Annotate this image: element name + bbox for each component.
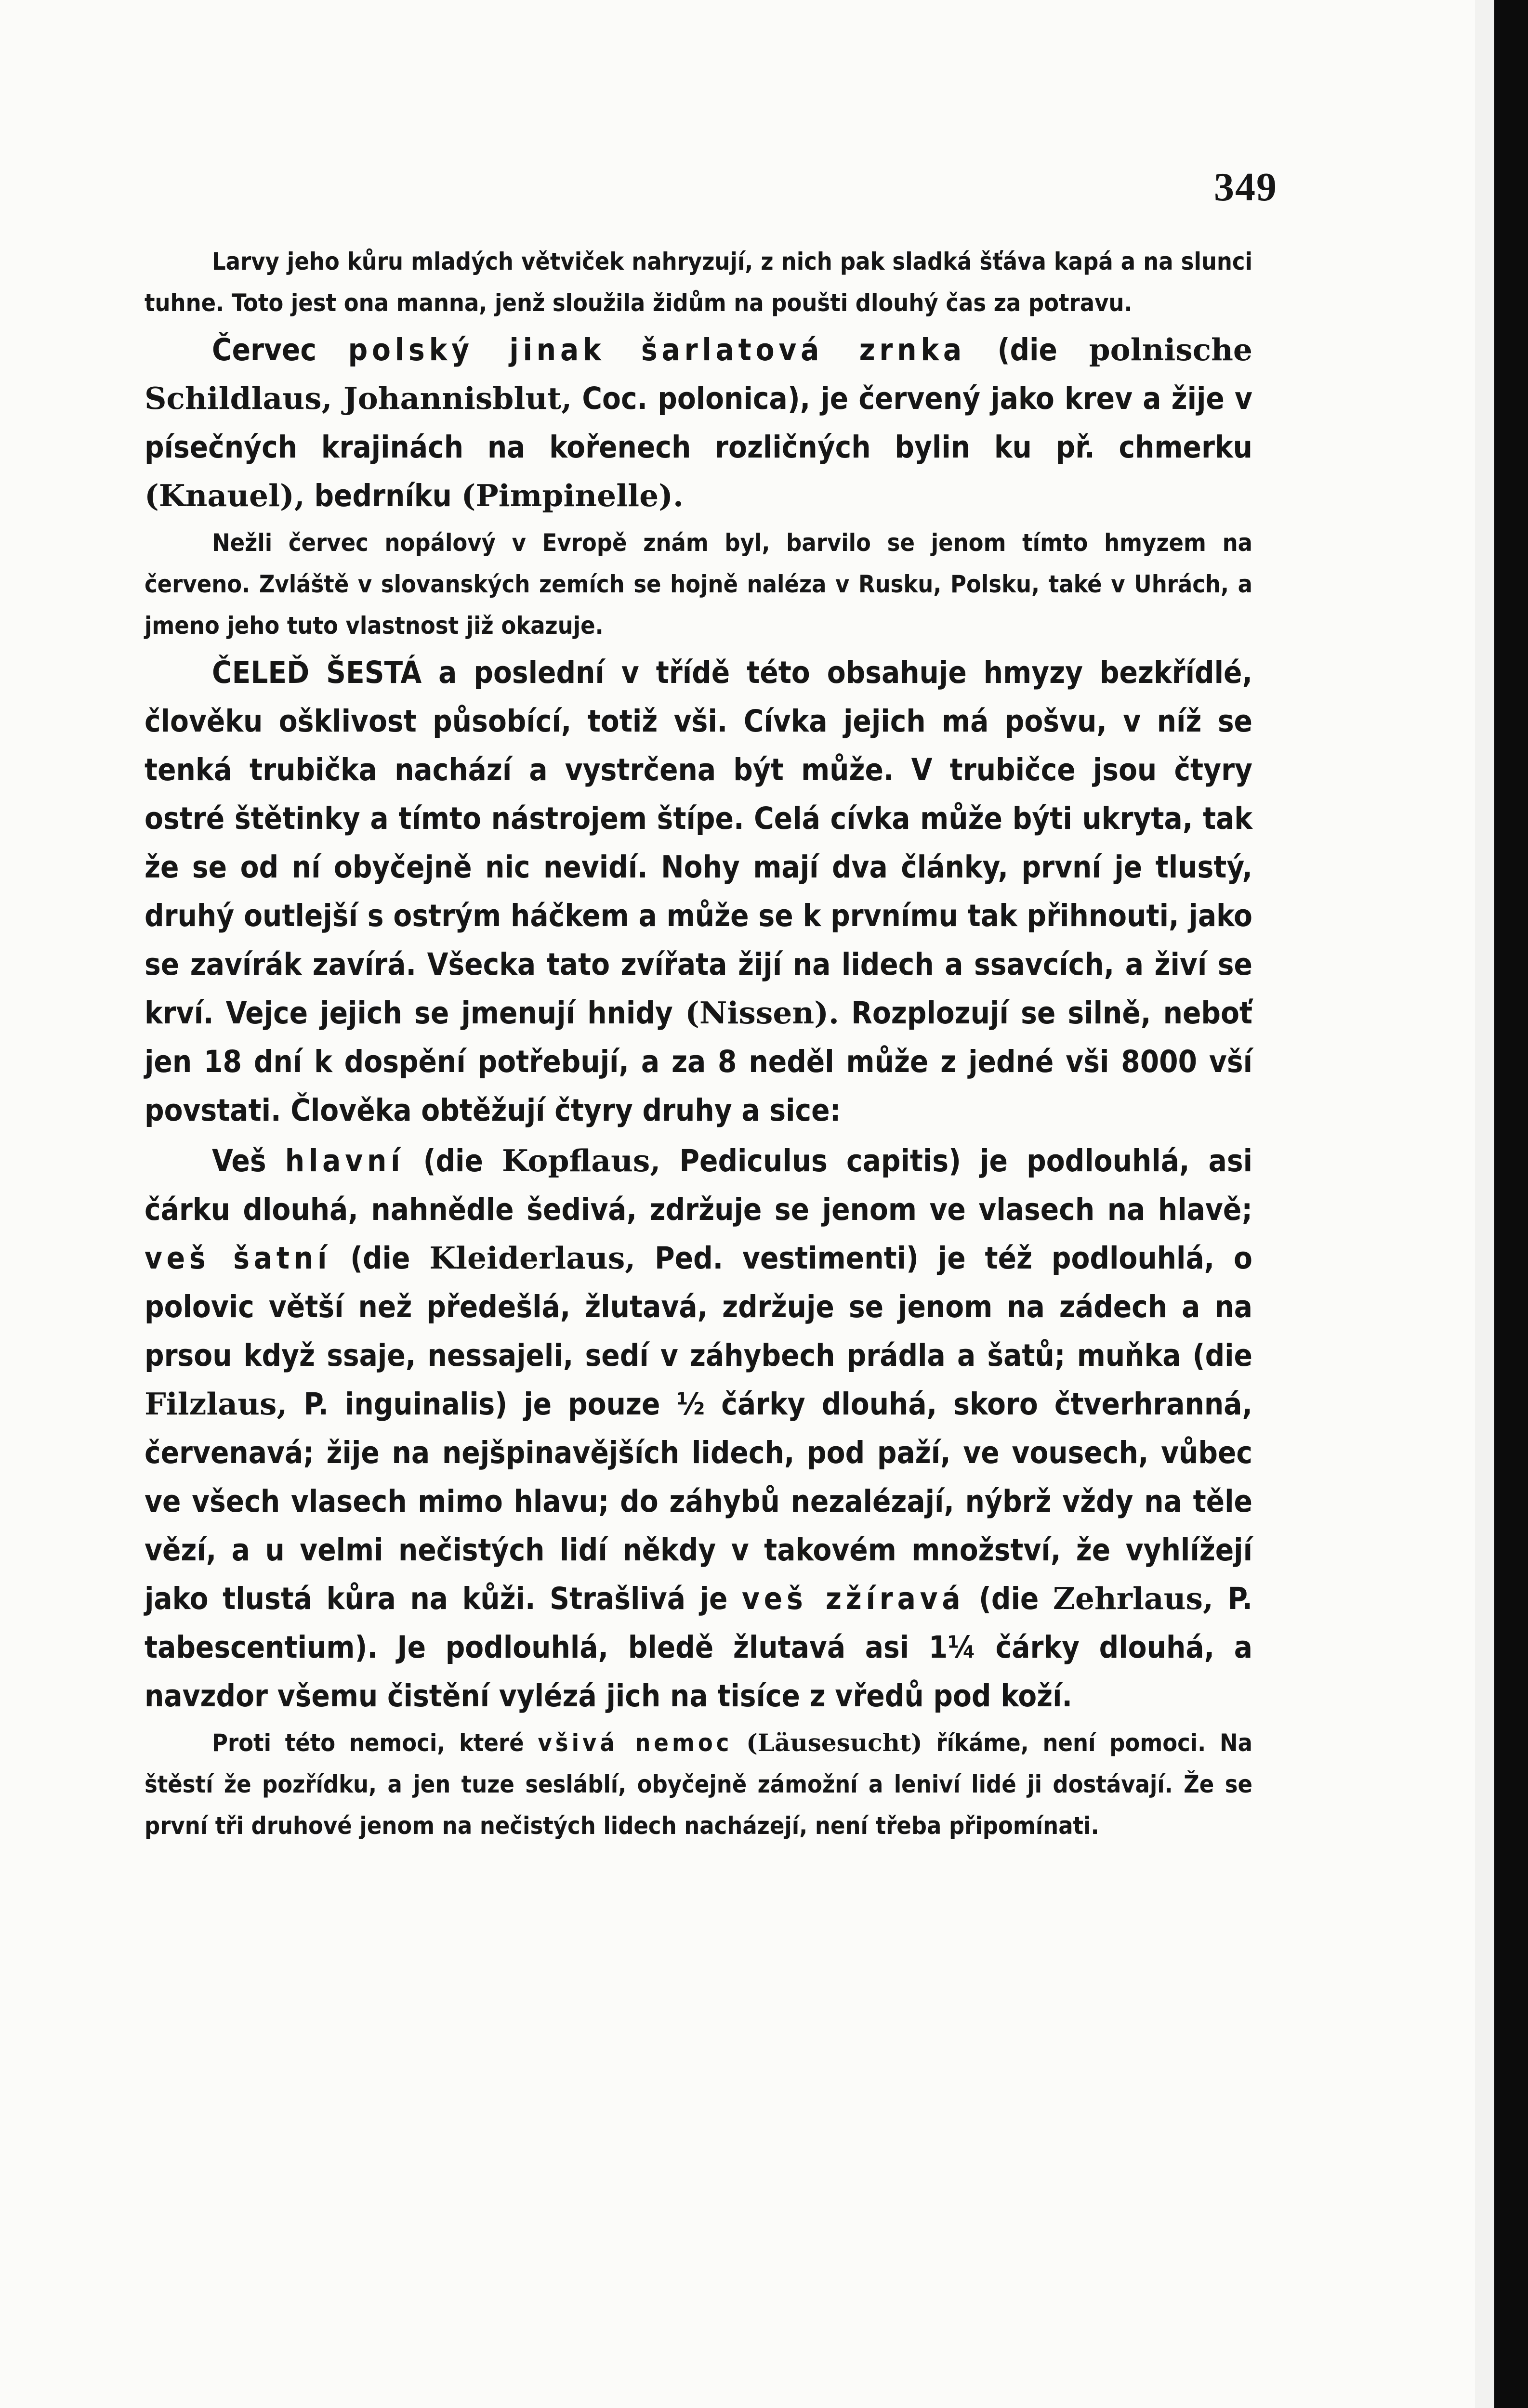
german-term: (Knauel), [145,478,305,513]
text-run: (die [350,1241,410,1276]
page-number: 349 [1214,165,1278,209]
german-term: Kleiderlaus, [429,1240,636,1276]
term-spaced: hlavní [285,1143,405,1178]
german-term: Kopflaus, [502,1143,661,1178]
paragraph-larvae-manna [145,241,1252,324]
text-run: P. tabescentium). Je podlouhlá, bledě žlutavá asi 1¼ čárky dlouhá, a navzdor všemu čistění vylézá jich na tisíce z vředů pod koží. [145,1581,1253,1714]
text-run: (die [979,1581,1039,1616]
term-lead: vši. [673,704,728,739]
paragraph-celed-sesta [145,648,1252,1135]
term-lead: Veš [212,1143,266,1178]
paragraph-text: Nežli červec nopálový v Evropě znám byl, barvilo se jenom tímto hmyzem na červeno. Zvláště v slovanských zemích se hojně naléza v Rusku, Polsku, také v Uhrách, a jmeno jeho tuto vlastnost již okazuje. [145,529,1252,640]
text-run: Pediculus capitis) je podlouhlá, asi čárku dlouhá, nahnědle šedivá, zdržuje se jenom ve vlasech na hlavě; [145,1143,1253,1227]
german-term: Filzlaus, [145,1386,288,1422]
text-run: (die [997,332,1057,367]
section-heading: ČELEĎ ŠESTÁ [212,655,422,690]
text-run: P. inguinalis) je pouze ½ čárky dlouhá, skoro čtverhranná, červenavá; žije na nejšpinavějších lidech, pod paží, ve vousech, vůbec ve všech vlasech mimo hlavu; do záhybů nezalézají, nýbrž vždy na těle vězí, a u velmi nečistých lidí někdy v takovém množství, že vyhlížejí jako tlustá kůra na kůži. Strašlivá je [145,1387,1253,1616]
page-body [145,241,1252,1846]
german-term: (Läusesucht) [746,1728,922,1757]
german-term: (Pimpinelle). [461,478,684,513]
german-term: Zehrlaus, [1053,1581,1213,1616]
text-run: Ped. vestimenti) je též podlouhlá, o polovic větší než předešlá, žlutavá, zdržuje se jenom na zádech a na prsou když ssaje, nessajeli, sedí v záhybech prádla a šatů; [145,1241,1252,1373]
paragraph-lice-species [145,1137,1252,1720]
paragraph-note-disease [145,1722,1252,1846]
text-run: Proti této nemoci, které [212,1729,524,1757]
text-run: (die [423,1143,483,1178]
text-run: Cívka jejich má pošvu, v níž se tenká trubička nachází a vystrčena být může. V trubičce jsou čtyry ostré štětinky a tímto nástrojem štípe. Celá cívka může býti ukryta, tak že se od ní obyčejně nic nevidí. Nohy mají dva články, první je tlustý, druhý outlejší s ostrým háčkem a může se k prvnímu tak přihnouti, jako se zavírák zavírá. Všecka tato zvířata žijí na lidech a ssavcích, a živí se krví. Vejce jejich se jmenují hnidy [145,704,1253,1031]
text-run: (die [1192,1338,1253,1373]
term-spaced: veš šatní [145,1241,331,1276]
term-spaced: veš zžíravá [741,1581,965,1616]
paragraph-cervec-polsky [145,326,1252,520]
term-lead: muňka [1077,1338,1181,1373]
page-gutter [1475,0,1494,2408]
german-term: polnische Schildlaus, Johannisblut, [145,332,1253,416]
text-run: Rozplozují se silně, neboť jen 18 dní k dospění potřebují, a za 8 neděl může z jedné vši 8000 vší povstati. Člověka obtěžují čtyry druhy a sice: [145,995,1253,1128]
text-run: říkáme, není pomoci. Na štěstí že pozřídku, a jen tuze sesláblí, obyčejně zámožní a leniví lidé ji dostávají. Že se první tři druhové jenom na nečistých lidech nacházejí, není třeba připomínati. [145,1729,1252,1840]
term-spaced: polský jinak šarlatová zrnka [348,332,966,367]
paragraph-note-nopal [145,522,1252,646]
text-run: bedrníku [314,478,452,513]
text-run: a poslední v třídě této obsahuje hmyzy bezkřídlé, člověku ošklivost působící, totiž [145,655,1253,739]
german-term: (Nissen). [685,995,839,1031]
term-spaced: všivá nemoc [538,1729,733,1757]
text-run: Coc. polonica), je červený jako krev a žije v písečných krajinách na kořenech rozličných bylin ku př. chmerku [145,381,1252,465]
paragraph-text: Larvy jeho kůru mladých větviček nahryzují, z nich pak sladká šťáva kapá a na slunci tuhne. Toto jest ona manna, jenž sloužila židům na poušti dlouhý čas za potravu. [145,248,1252,317]
scan-edge [1494,0,1528,2408]
term-lead: Červec [212,332,316,367]
